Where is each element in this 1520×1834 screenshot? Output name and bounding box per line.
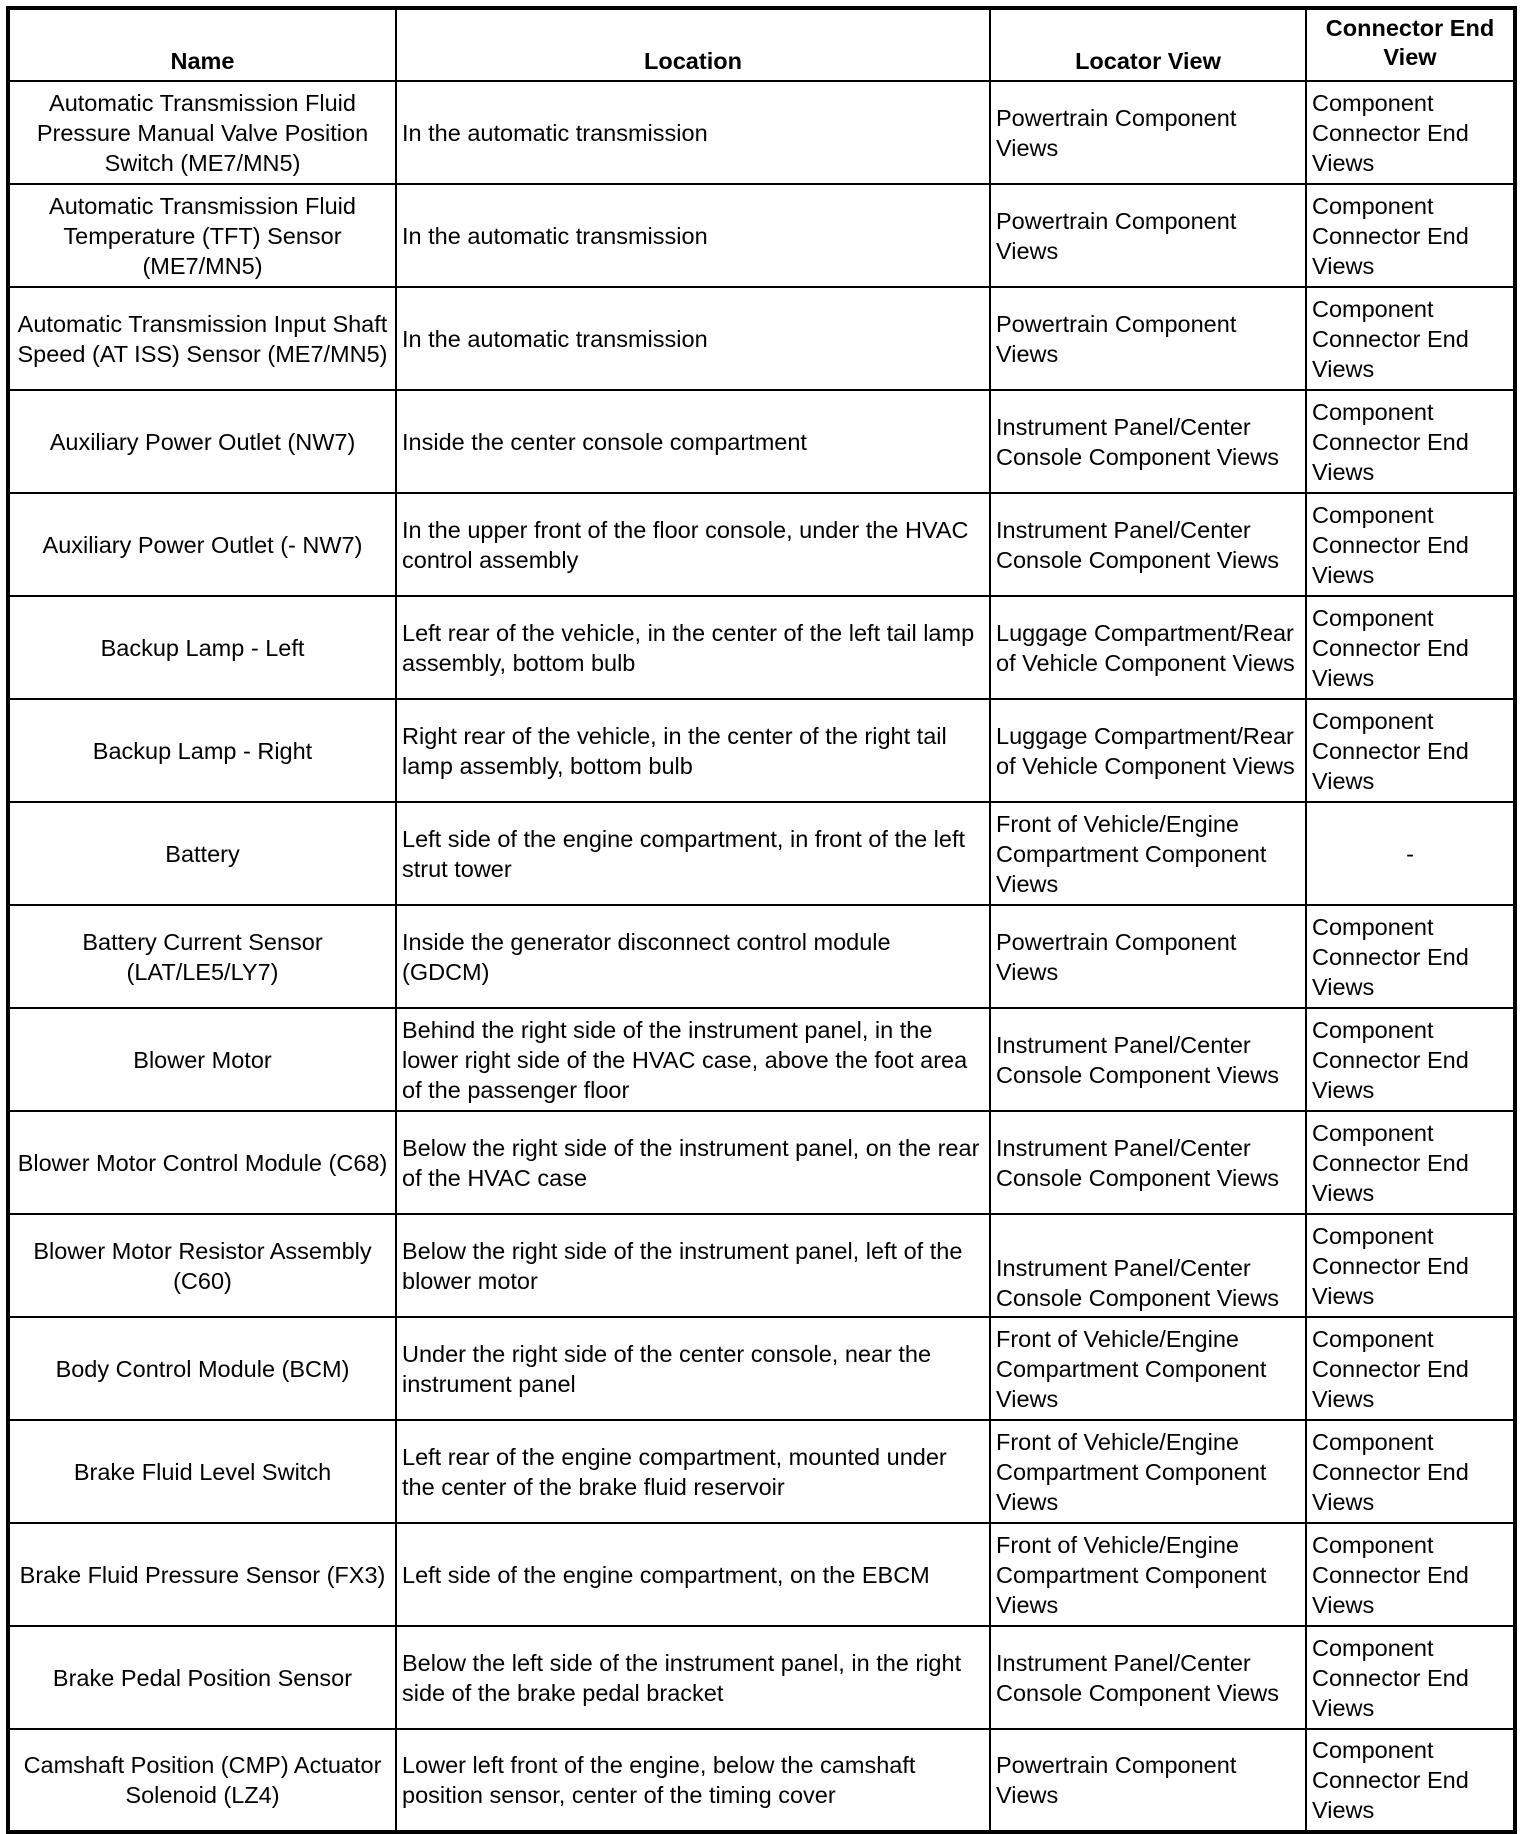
cell-name: Automatic Transmission Fluid Temperature (TFT) Sensor (ME7/MN5) xyxy=(8,184,396,287)
cell-connector-end-view: Component Connector End Views xyxy=(1306,1523,1515,1626)
cell-connector-end-view: Component Connector End Views xyxy=(1306,1626,1515,1729)
cell-location: In the automatic transmission xyxy=(396,81,990,184)
cell-connector-end-view: Component Connector End Views xyxy=(1306,390,1515,493)
cell-name: Auxiliary Power Outlet (NW7) xyxy=(8,390,396,493)
cell-connector-end-view: Component Connector End Views xyxy=(1306,1420,1515,1523)
cell-connector-end-view: Component Connector End Views xyxy=(1306,184,1515,287)
table-row xyxy=(8,1008,1515,1111)
cell-location: Inside the generator disconnect control module (GDCM) xyxy=(396,905,990,1008)
component-locator-table xyxy=(6,6,1517,1834)
table-row xyxy=(8,390,1515,493)
header-row xyxy=(8,8,1515,81)
table-row xyxy=(8,905,1515,1008)
cell-location: In the automatic transmission xyxy=(396,184,990,287)
cell-connector-end-view: Component Connector End Views xyxy=(1306,81,1515,184)
cell-name: Brake Fluid Pressure Sensor (FX3) xyxy=(8,1523,396,1626)
cell-locator-view: Front of Vehicle/Engine Compartment Component Views xyxy=(990,1420,1306,1523)
cell-location: Lower left front of the engine, below the camshaft position sensor, center of the timing cover xyxy=(396,1729,990,1832)
cell-name: Backup Lamp - Left xyxy=(8,596,396,699)
header-connector-end-view: Connector End View xyxy=(1306,8,1515,81)
cell-name: Battery xyxy=(8,802,396,905)
table-row xyxy=(8,493,1515,596)
header-location: Location xyxy=(396,8,990,81)
cell-locator-view: Instrument Panel/Center Console Component Views xyxy=(990,1626,1306,1729)
cell-locator-view: Powertrain Component Views xyxy=(990,905,1306,1008)
header-locator-view: Locator View xyxy=(990,8,1306,81)
cell-connector-end-view: Component Connector End Views xyxy=(1306,596,1515,699)
table-row xyxy=(8,184,1515,287)
cell-name: Battery Current Sensor (LAT/LE5/LY7) xyxy=(8,905,396,1008)
cell-locator-view: Instrument Panel/Center Console Component Views xyxy=(990,1214,1306,1317)
cell-locator-view: Powertrain Component Views xyxy=(990,287,1306,390)
cell-connector-end-view: Component Connector End Views xyxy=(1306,287,1515,390)
cell-locator-view: Instrument Panel/Center Console Component Views xyxy=(990,1008,1306,1111)
cell-name: Blower Motor Control Module (C68) xyxy=(8,1111,396,1214)
cell-locator-view: Powertrain Component Views xyxy=(990,184,1306,287)
cell-name: Camshaft Position (CMP) Actuator Solenoid (LZ4) xyxy=(8,1729,396,1832)
cell-name: Brake Pedal Position Sensor xyxy=(8,1626,396,1729)
cell-location: Left rear of the engine compartment, mounted under the center of the brake fluid reservoir xyxy=(396,1420,990,1523)
table-row xyxy=(8,802,1515,905)
cell-connector-end-view: Component Connector End Views xyxy=(1306,493,1515,596)
table-row xyxy=(8,699,1515,802)
table-row xyxy=(8,1420,1515,1523)
cell-locator-view: Instrument Panel/Center Console Component Views xyxy=(990,390,1306,493)
cell-connector-end-view: Component Connector End Views xyxy=(1306,905,1515,1008)
cell-location: Left side of the engine compartment, in front of the left strut tower xyxy=(396,802,990,905)
cell-connector-end-view: - xyxy=(1306,802,1515,905)
cell-locator-view: Front of Vehicle/Engine Compartment Component Views xyxy=(990,1523,1306,1626)
cell-connector-end-view: Component Connector End Views xyxy=(1306,699,1515,802)
table-row xyxy=(8,81,1515,184)
cell-name: Blower Motor Resistor Assembly (C60) xyxy=(8,1214,396,1317)
cell-locator-view: Instrument Panel/Center Console Component Views xyxy=(990,1111,1306,1214)
cell-locator-view: Luggage Compartment/Rear of Vehicle Component Views xyxy=(990,699,1306,802)
cell-locator-view: Front of Vehicle/Engine Compartment Component Views xyxy=(990,1317,1306,1420)
table-row xyxy=(8,1111,1515,1214)
cell-location: Behind the right side of the instrument panel, in the lower right side of the HVAC case, above the foot area of the passenger floor xyxy=(396,1008,990,1111)
table-row xyxy=(8,1729,1515,1832)
cell-location: Under the right side of the center console, near the instrument panel xyxy=(396,1317,990,1420)
table-row xyxy=(8,287,1515,390)
table-row xyxy=(8,1523,1515,1626)
cell-location: Below the right side of the instrument panel, left of the blower motor xyxy=(396,1214,990,1317)
table-row xyxy=(8,1214,1515,1317)
cell-location: In the upper front of the floor console, under the HVAC control assembly xyxy=(396,493,990,596)
cell-locator-view: Powertrain Component Views xyxy=(990,1729,1306,1832)
table-row xyxy=(8,1317,1515,1420)
cell-location: Left side of the engine compartment, on the EBCM xyxy=(396,1523,990,1626)
cell-location: In the automatic transmission xyxy=(396,287,990,390)
cell-name: Auxiliary Power Outlet (- NW7) xyxy=(8,493,396,596)
cell-connector-end-view: Component Connector End Views xyxy=(1306,1317,1515,1420)
cell-locator-view: Instrument Panel/Center Console Component Views xyxy=(990,493,1306,596)
header-name: Name xyxy=(8,8,396,81)
cell-connector-end-view: Component Connector End Views xyxy=(1306,1008,1515,1111)
cell-name: Brake Fluid Level Switch xyxy=(8,1420,396,1523)
cell-connector-end-view: Component Connector End Views xyxy=(1306,1729,1515,1832)
cell-location: Below the left side of the instrument panel, in the right side of the brake pedal bracket xyxy=(396,1626,990,1729)
cell-name: Automatic Transmission Fluid Pressure Manual Valve Position Switch (ME7/MN5) xyxy=(8,81,396,184)
cell-name: Blower Motor xyxy=(8,1008,396,1111)
cell-location: Below the right side of the instrument panel, on the rear of the HVAC case xyxy=(396,1111,990,1214)
table-row xyxy=(8,596,1515,699)
cell-name: Automatic Transmission Input Shaft Speed (AT ISS) Sensor (ME7/MN5) xyxy=(8,287,396,390)
cell-connector-end-view: Component Connector End Views xyxy=(1306,1111,1515,1214)
cell-connector-end-view: Component Connector End Views xyxy=(1306,1214,1515,1317)
cell-name: Backup Lamp - Right xyxy=(8,699,396,802)
cell-location: Right rear of the vehicle, in the center of the right tail lamp assembly, bottom bulb xyxy=(396,699,990,802)
cell-locator-view: Powertrain Component Views xyxy=(990,81,1306,184)
table-row xyxy=(8,1626,1515,1729)
cell-location: Inside the center console compartment xyxy=(396,390,990,493)
cell-name: Body Control Module (BCM) xyxy=(8,1317,396,1420)
cell-locator-view: Front of Vehicle/Engine Compartment Component Views xyxy=(990,802,1306,905)
cell-locator-view: Luggage Compartment/Rear of Vehicle Component Views xyxy=(990,596,1306,699)
cell-location: Left rear of the vehicle, in the center of the left tail lamp assembly, bottom bulb xyxy=(396,596,990,699)
